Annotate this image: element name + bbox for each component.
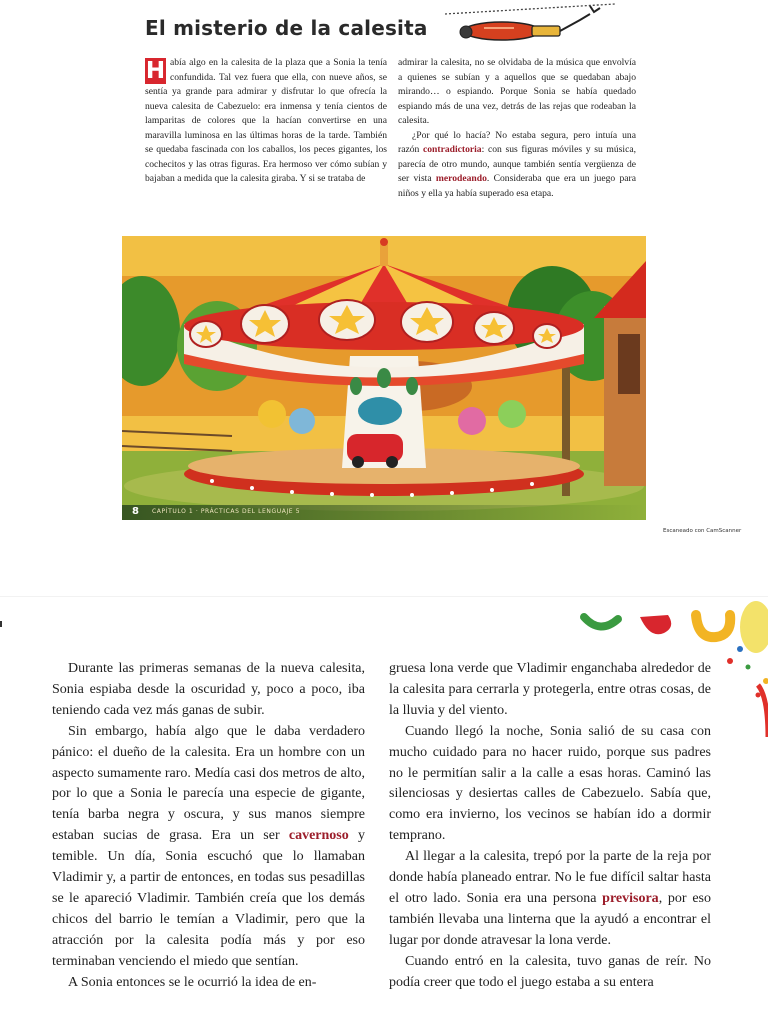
paragraph-1: abía algo en la calesita de la plaza que a Sonia la tenía confundida. Tal vez fuera que ella, con nueve años, se sentía ya grande para admirar y disfrutar lo que ofrecía la nueva calesita de Cabezuelo: era inmensa y tenía cientos de lamparitas de colores que la hacían convertirse en una maravilla luminosa en las últimas horas de la tarde. También se quedaba fascinada con los caballos, los peces gigantes, los cochecitos y las otras figuras. Era hermoso ver cómo subían y bajaban a medida que la calesita giraba. Y si se trataba de (145, 57, 387, 185)
paragraph-7: gruesa lona verde que Vladimir enganchaba alrededor de la calesita para cerrarla y protegerla, entre otras cosas, de la lluvia y del viento. (389, 661, 711, 718)
scanned-page-bottom (0, 596, 768, 1025)
page-number: 8 (132, 506, 139, 517)
text-column-4 (389, 659, 711, 994)
text-column-1 (145, 56, 387, 187)
scanner-watermark: Escaneado con CamScanner (663, 528, 742, 534)
paragraph-3: ¿Por qué lo hacía? No estaba segura, pero intuía una razón contradictoria: con sus figuras móviles y su música, parecía de otro mundo, aunque también sentía vergüenza de ser vista merodeando. Consideraba que era un juego para niños y ella ya había superado esa etapa. (398, 129, 636, 199)
keyword-contradictoria: contradictoria (422, 144, 482, 156)
keyword-previsora: previsora (602, 890, 659, 906)
paragraph-2: admirar la calesita, no se olvidaba de la música que envolvía a quienes se subían y a aquellos que se quedaban abajo mirando… o espiando. Porque Sonia se había quedado espiando más de una vez, detrás de las rejas que rodeaban la calesita. (398, 57, 636, 127)
page-footer (122, 505, 646, 520)
carousel-illustration (122, 236, 646, 520)
keyword-merodeando: merodeando (435, 173, 487, 185)
footer-chapter-text: CAPÍTULO 1 · PRÁCTICAS DEL LENGUAJE 5 (152, 508, 301, 515)
title-ornament (440, 0, 640, 48)
paragraph-6: A Sonia entonces se le ocurrió la idea de en- (68, 974, 317, 990)
text-column-3 (52, 659, 365, 994)
drop-cap: H (145, 58, 166, 84)
story-title: El misterio de la calesita (145, 16, 428, 40)
text-column-2 (398, 56, 636, 201)
paragraph-10: Cuando entró en la calesita, tuvo ganas de reír. No podía creer que todo el juego estaba a su entera (389, 953, 711, 990)
paragraph-8: Cuando llegó la noche, Sonia salió de su casa con mucho cuidado para no hacer ruido, porque sus padres no le permitían salir a la calle a esas horas. Caminó las silenciosas y desiertas calles de Cabezuelo. Sabía que, como era invierno, los vecinos se habían ido a dormir temprano. (389, 723, 711, 844)
margin-mark (0, 621, 2, 627)
paragraph-5: Sin embargo, había algo que le daba verdadero pánico: el dueño de la calesita. Era un hombre con un aspecto sumamente raro. Medía casi dos metros de alto, por lo que a Sonia le parecía una especie de gigante, tenía barba negra y oscura, y sus manos siempre estaban sucias de grasa. Era un ser cavernoso y temible. Un día, Sonia escuchó que lo llamaban Vladimir y, a partir de entonces, en todas sus pesadillas se le apareció Vladimir. También creía que los demás chicos del barrio le temían a Vladimir, pero que la atracción por la calesita podía más y por eso terminaban venciendo el miedo que sentían. (52, 723, 366, 969)
paragraph-9: Al llegar a la calesita, trepó por la parte de la reja por donde había planeado entrar. No le fue difícil saltar hasta el otro lado. Sonia era una persona previsora, por eso también llevaba una linterna que la ayudó a encontrar el lugar por donde atravesar la lona verde. (389, 849, 711, 948)
keyword-cavernoso: cavernoso (288, 828, 349, 844)
paragraph-4: Durante las primeras semanas de la nueva calesita, Sonia espiaba desde la oscuridad y, poco a poco, iba teniendo cada vez más ganas de subir. (52, 661, 365, 718)
